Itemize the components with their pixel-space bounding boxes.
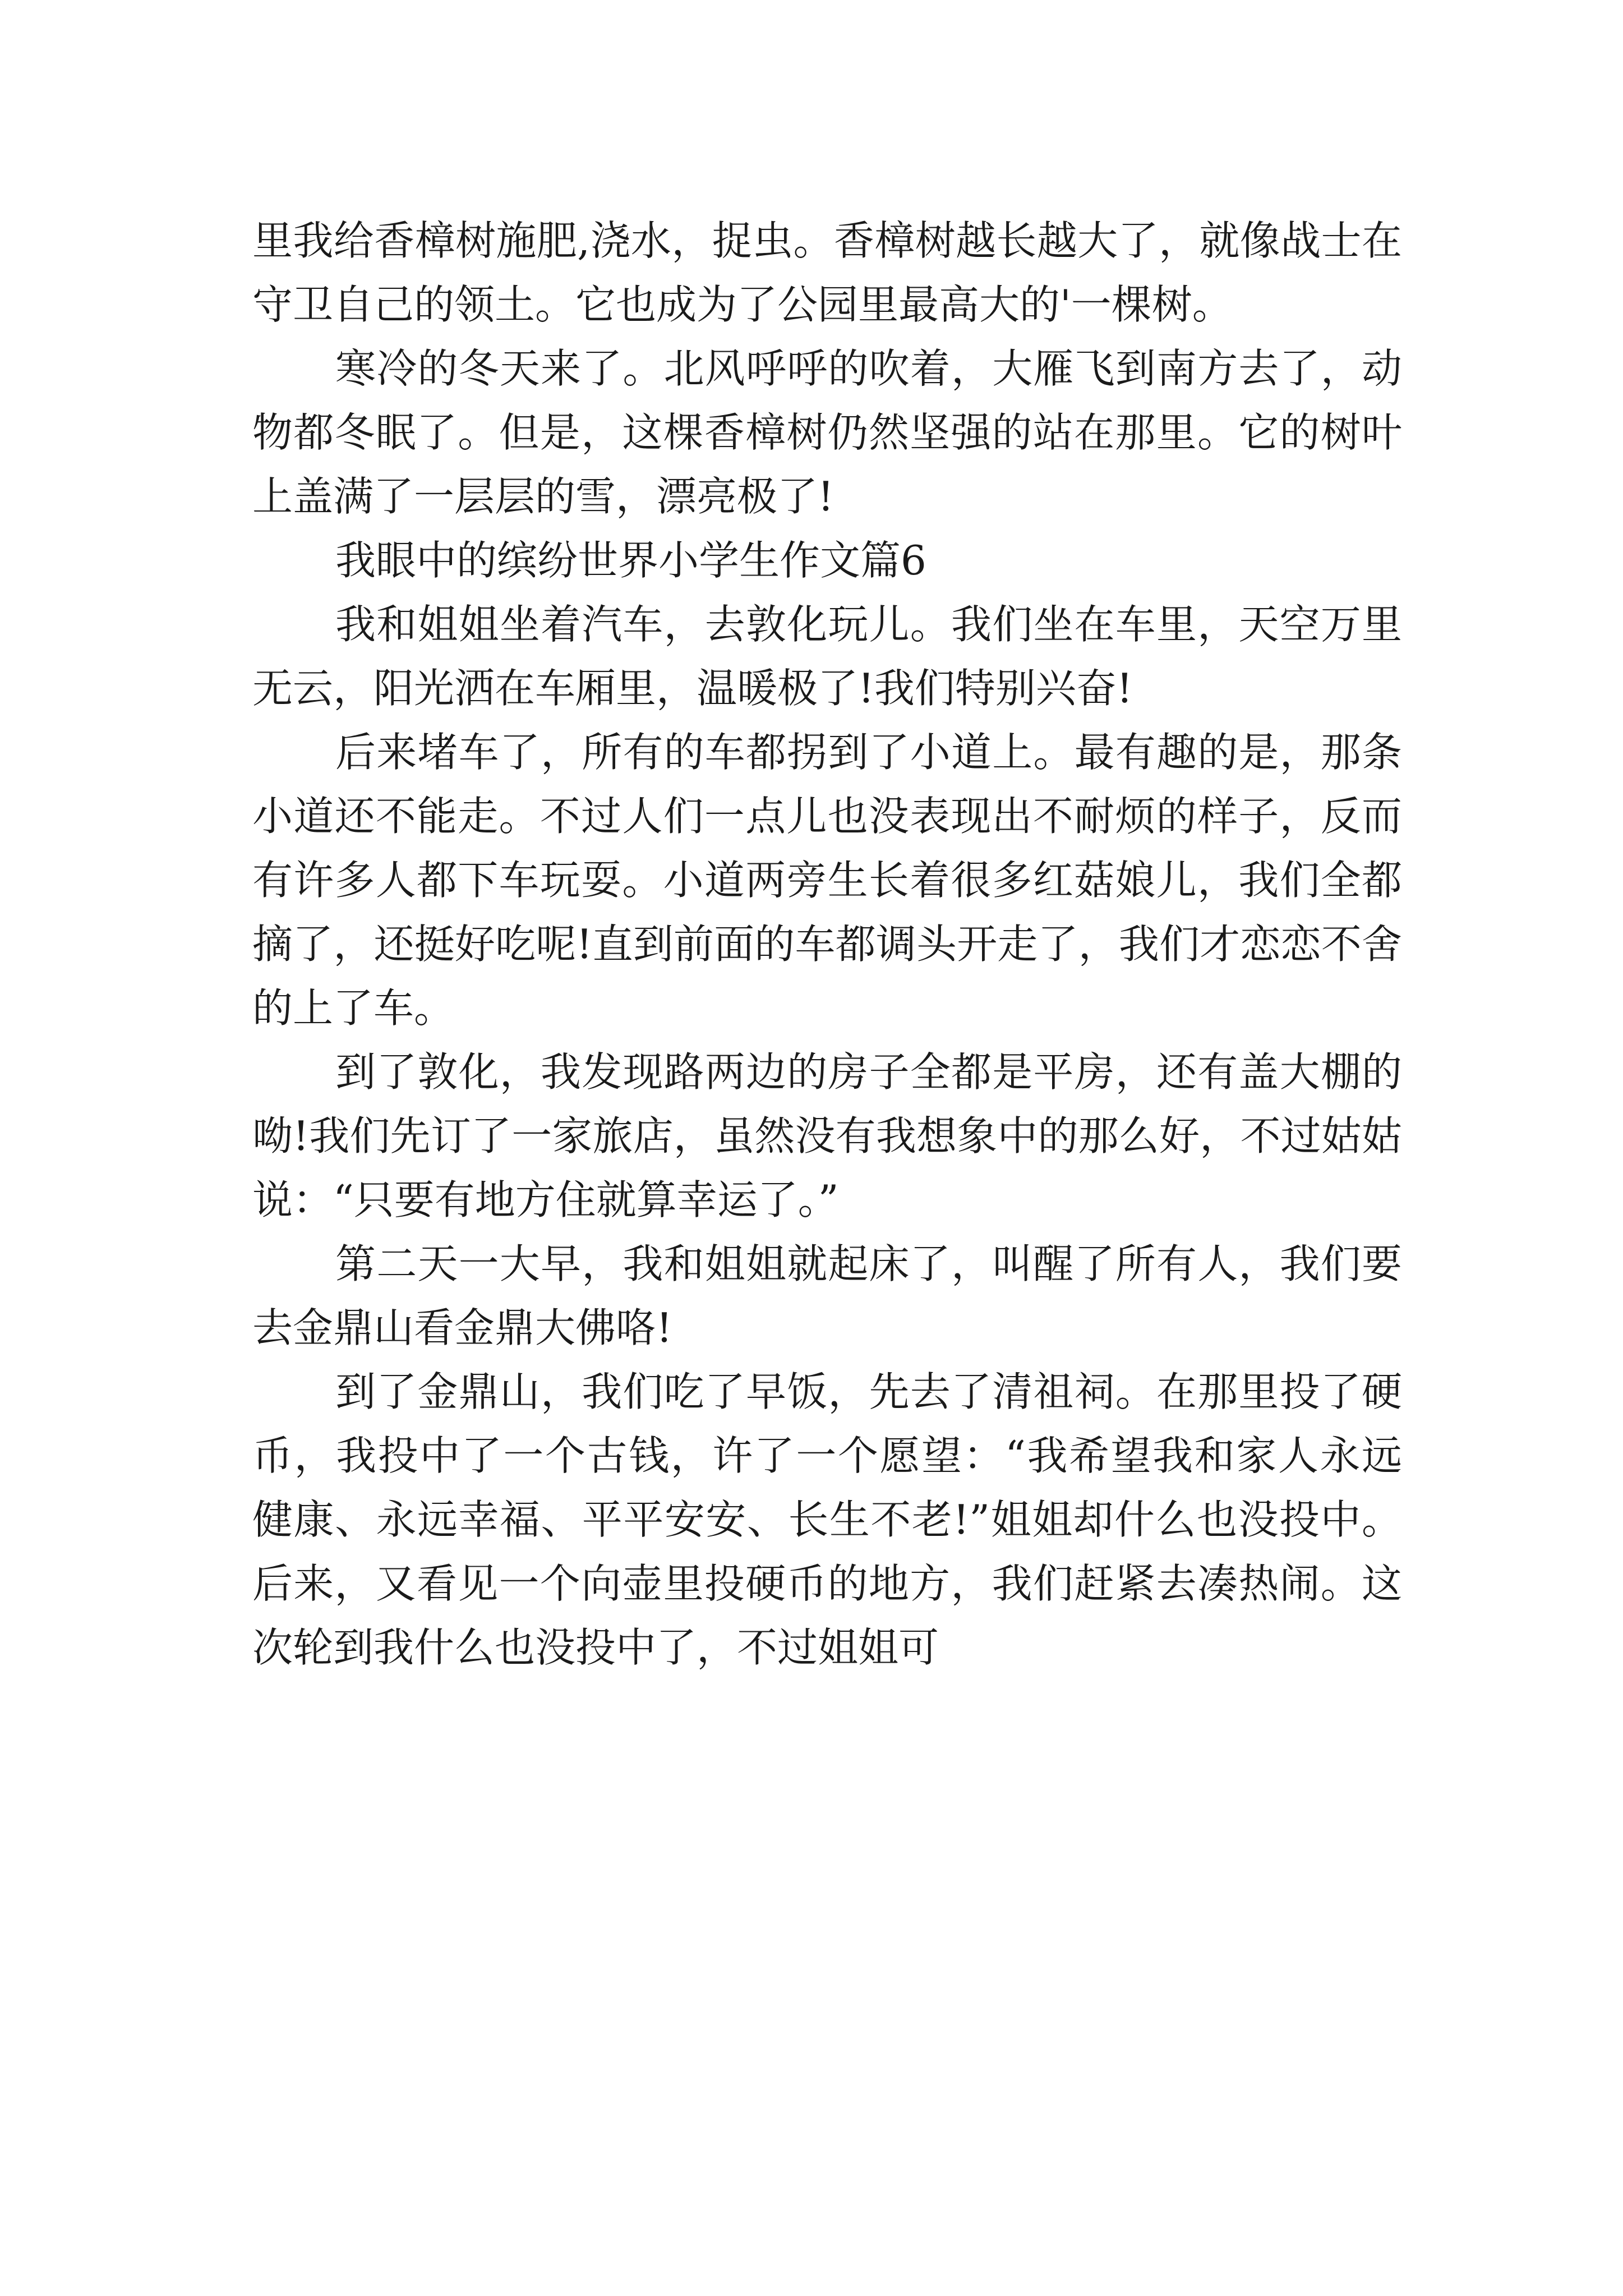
section-heading: 我眼中的缤纷世界小学生作文篇6 — [335, 537, 926, 584]
paragraph-1: 里我给香樟树施肥,浇水，捉虫。香樟树越长越大了，就像战士在守卫自己的领土。它也成为了公园里最高大的'一棵树。 — [252, 217, 1402, 328]
paragraph-7: 到了金鼎山，我们吃了早饭，先去了清祖祠。在那里投了硬币，我投中了一个古钱，许了一个愿望：“我希望我和家人永远健康、永远幸福、平平安安、长生不老!”姐姐却什么也没投中。后来，又看见一个向壶里投硬币的地方，我们赶紧去凑热闹。这次轮到我什么也没投中了，不过姐姐可 — [252, 1368, 1402, 1671]
paragraph-5: 到了敦化，我发现路两边的房子全都是平房，还有盖大棚的呦!我们先订了一家旅店，虽然没有我想象中的那么好，不过姑姑说：“只要有地方住就算幸运了。” — [252, 1048, 1402, 1223]
document-body — [252, 209, 1402, 1680]
paragraph-3: 我和姐姐坐着汽车，去敦化玩儿。我们坐在车里，天空万里无云，阳光洒在车厢里，温暖极了!我们特别兴奋! — [252, 601, 1402, 712]
paragraph-4: 后来堵车了，所有的车都拐到了小道上。最有趣的是，那条小道还不能走。不过人们一点儿也没表现出不耐烦的样子，反而有许多人都下车玩耍。小道两旁生长着很多红菇娘儿，我们全都摘了，还挺好吃呢!直到前面的车都调头开走了，我们才恋恋不舍的上了车。 — [252, 729, 1402, 1032]
paragraph-6: 第二天一大早，我和姐姐就起床了，叫醒了所有人，我们要去金鼎山看金鼎大佛咯! — [252, 1240, 1402, 1351]
paragraph-2: 寒冷的冬天来了。北风呼呼的吹着，大雁飞到南方去了，动物都冬眠了。但是，这棵香樟树仍然坚强的站在那里。它的树叶上盖满了一层层的雪，漂亮极了! — [252, 345, 1402, 520]
